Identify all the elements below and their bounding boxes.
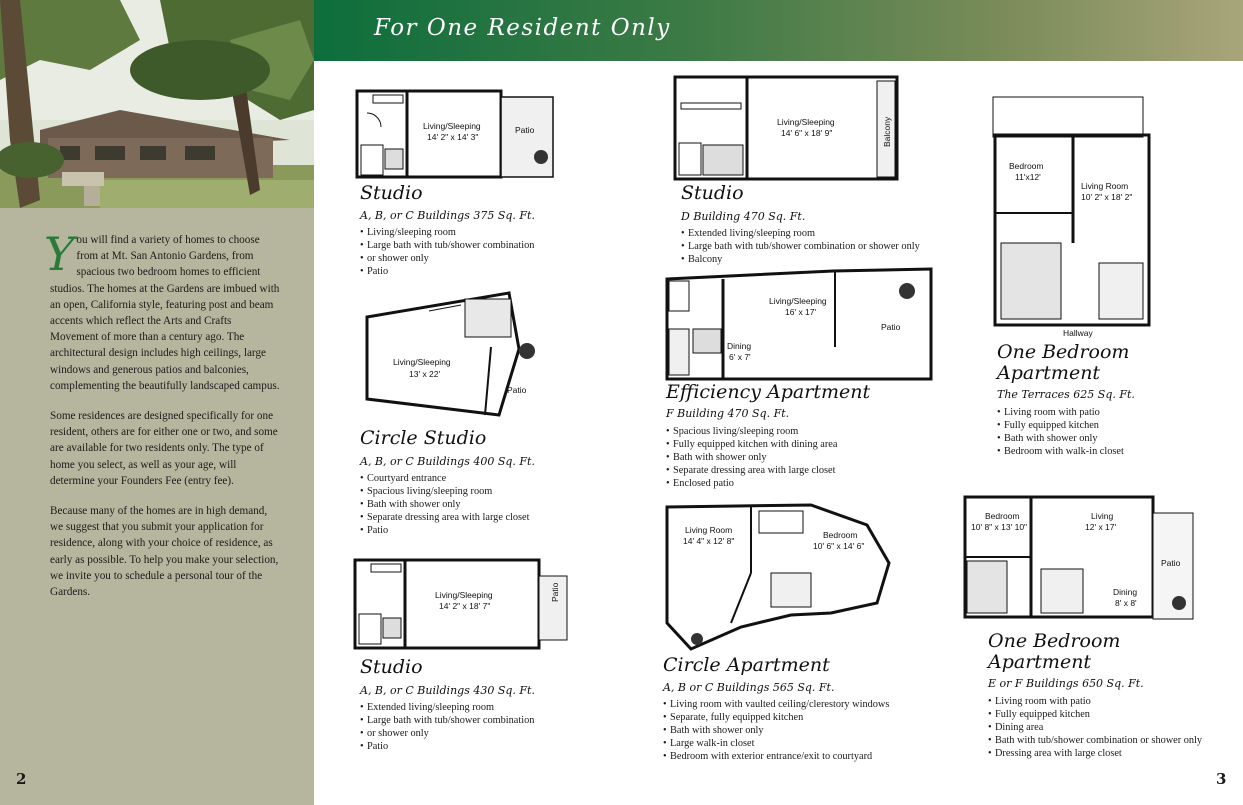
- unit-name: Efficiency Apartment: [666, 381, 871, 403]
- unit-name: Studio: [681, 182, 744, 204]
- room-label-living: Living Room: [685, 525, 733, 535]
- floor-plan-efficiency: [662, 266, 936, 384]
- feature-item: • Spacious living/sleeping room: [360, 485, 590, 498]
- room-label-patio: Patio: [507, 385, 527, 395]
- room-label-dining: Dining: [727, 341, 752, 351]
- feature-item: • or shower only: [360, 252, 590, 265]
- unit-name-line-1: One Bedroom: [997, 341, 1130, 363]
- room-label-living: Living/Sleeping: [393, 357, 451, 367]
- room-dimension-living: 14' 4" x 12' 8": [683, 536, 735, 546]
- room-dimension-living: 10' 2" x 18' 2": [1081, 192, 1133, 202]
- room-dimension-living: 13' x 22': [409, 369, 441, 379]
- feature-item: • Living room with patio: [988, 695, 1238, 708]
- feature-item: • Fully equipped kitchen with dining area: [666, 438, 936, 451]
- room-dimension-living: 14' 2" x 14' 3": [427, 132, 479, 142]
- intro-paragraph-3: Because many of the homes are in high demand, we suggest that you submit your application for residence, along with your choice of residence, as early as possible. To help you make your selection, we invite you to schedule a personal tour of the Gardens.: [50, 505, 279, 599]
- feature-list: [360, 701, 590, 753]
- room-dimension-living: 16' x 17': [785, 307, 817, 317]
- room-label-patio: Patio: [550, 582, 560, 602]
- unit-subtitle: A, B, or C Buildings 400 Sq. Ft.: [360, 455, 535, 468]
- unit-name-line-1: One Bedroom: [988, 630, 1121, 652]
- room-label-patio: Patio: [515, 125, 535, 135]
- feature-item: • Large walk-in closet: [663, 737, 933, 750]
- room-label-bedroom: Bedroom: [1009, 161, 1044, 171]
- feature-item: • Enclosed patio: [666, 477, 936, 490]
- floor-plan-one-bedroom-terraces: [988, 92, 1156, 342]
- room-label-bedroom: Bedroom: [985, 511, 1020, 521]
- feature-item: • Bedroom with exterior entrance/exit to courtyard: [663, 750, 933, 763]
- feature-item: • Patio: [360, 740, 590, 753]
- feature-list: [360, 226, 590, 278]
- unit-name: Circle Studio: [360, 427, 487, 449]
- title-banner: [314, 0, 1243, 61]
- feature-item: • Courtyard entrance: [360, 472, 590, 485]
- feature-item: • Living room with patio: [997, 406, 1227, 419]
- page-number-left: 2: [16, 770, 27, 788]
- room-dimension-dining: 8' x 8': [1115, 598, 1137, 608]
- unit-name: Circle Apartment: [663, 654, 830, 676]
- feature-item: • Separate, fully equipped kitchen: [663, 711, 933, 724]
- intro-text: [44, 227, 282, 614]
- drop-cap: Y: [44, 227, 75, 281]
- room-label-hallway: Hallway: [1063, 328, 1093, 338]
- floor-plan-studio-430: [350, 553, 574, 653]
- feature-item: • Bath with shower only: [663, 724, 933, 737]
- feature-list: [997, 406, 1227, 458]
- room-dimension-living: 14' 6" x 18' 9": [781, 128, 833, 138]
- room-label-living: Living/Sleeping: [435, 590, 493, 600]
- room-dimension-bedroom: 11'x12': [1015, 172, 1041, 182]
- feature-list: [988, 695, 1238, 760]
- feature-item: • or shower only: [360, 727, 590, 740]
- room-label-balcony: Balcony: [882, 116, 892, 147]
- feature-item: • Separate dressing area with large closet: [666, 464, 936, 477]
- floor-plan-studio-375: [352, 86, 559, 183]
- unit-name: Studio: [360, 182, 423, 204]
- room-dimension-living: 14' 2" x 18' 7": [439, 601, 491, 611]
- room-dimension-bedroom: 10' 6" x 14' 6": [813, 541, 865, 551]
- feature-item: • Bedroom with walk-in closet: [997, 445, 1227, 458]
- room-label-dining: Dining: [1113, 587, 1138, 597]
- feature-item: • Bath with tub/shower combination or shower only: [988, 734, 1238, 747]
- unit-subtitle: The Terraces 625 Sq. Ft.: [997, 388, 1135, 401]
- feature-item: • Patio: [360, 265, 590, 278]
- feature-item: • Bath with shower only: [360, 498, 590, 511]
- unit-subtitle: A, B or C Buildings 565 Sq. Ft.: [663, 681, 835, 694]
- feature-item: • Bath with shower only: [666, 451, 936, 464]
- feature-list: [663, 698, 933, 763]
- feature-item: • Living/sleeping room: [360, 226, 590, 239]
- room-label-living: Living: [1091, 511, 1114, 521]
- feature-item: • Patio: [360, 524, 590, 537]
- room-label-patio: Patio: [1161, 558, 1181, 568]
- banner-title: For One Resident Only: [374, 15, 671, 41]
- room-label-living: Living/Sleeping: [423, 121, 481, 131]
- intro-paragraph-2: Some residences are designed specifically for one resident, others are for either one or two, and some are available for two residents only. The type of home you select, as well as your age, will determine your Founders Fee (entry fee).: [50, 410, 278, 487]
- unit-subtitle: E or F Buildings 650 Sq. Ft.: [988, 677, 1144, 690]
- unit-subtitle: D Building 470 Sq. Ft.: [681, 210, 806, 223]
- feature-item: • Fully equipped kitchen: [988, 708, 1238, 721]
- intro-paragraph-1: ou will find a variety of homes to choose from at Mt. San Antonio Gardens, from spacious two bedroom homes to efficient studios. The homes at the Gardens are imbued with an open, California style, featuring post and beam accents which reflect the Arts and Crafts Movement of more than a century ago. The architectural design includes high ceilings, large windows and generous patios and balconies, complementing the beautifully landscaped campus.: [50, 234, 280, 392]
- feature-item: • Large bath with tub/shower combination or shower only: [681, 240, 951, 253]
- feature-list: [360, 472, 590, 537]
- room-dimension-living: 12' x 17': [1085, 522, 1117, 532]
- room-dimension-dining: 6' x 7': [729, 352, 751, 362]
- room-label-bedroom: Bedroom: [823, 530, 858, 540]
- feature-item: • Bath with shower only: [997, 432, 1227, 445]
- feature-item: • Large bath with tub/shower combination: [360, 714, 590, 727]
- unit-subtitle: A, B, or C Buildings 375 Sq. Ft.: [360, 209, 535, 222]
- unit-name-line-2: Apartment: [988, 651, 1092, 673]
- room-label-living: Living/Sleeping: [769, 296, 827, 306]
- feature-item: • Fully equipped kitchen: [997, 419, 1227, 432]
- feature-item: • Balcony: [681, 253, 951, 266]
- unit-subtitle: F Building 470 Sq. Ft.: [666, 407, 790, 420]
- feature-item: • Dining area: [988, 721, 1238, 734]
- feature-item: • Extended living/sleeping room: [360, 701, 590, 714]
- unit-name-line-2: Apartment: [997, 362, 1101, 384]
- floor-plan-circle-apartment: [660, 502, 894, 654]
- room-dimension-bedroom: 10' 8" x 13' 10": [971, 522, 1028, 532]
- feature-item: • Spacious living/sleeping room: [666, 425, 936, 438]
- room-label-living: Living/Sleeping: [777, 117, 835, 127]
- feature-item: • Separate dressing area with large closet: [360, 511, 590, 524]
- unit-subtitle: A, B, or C Buildings 430 Sq. Ft.: [360, 684, 535, 697]
- room-label-living: Living Room: [1081, 181, 1129, 191]
- page-number-right: 3: [1216, 770, 1227, 788]
- feature-list: [666, 425, 936, 490]
- floor-plan-circle-studio: [358, 288, 548, 422]
- unit-name: Studio: [360, 656, 423, 678]
- room-label-patio: Patio: [881, 322, 901, 332]
- feature-item: • Extended living/sleeping room: [681, 227, 951, 240]
- campus-photo: [0, 0, 314, 208]
- feature-item: • Dressing area with large closet: [988, 747, 1238, 760]
- feature-item: • Living room with vaulted ceiling/clerestory windows: [663, 698, 933, 711]
- floor-plan-one-bedroom-ef: [960, 492, 1198, 624]
- floor-plan-studio-470: [670, 72, 904, 184]
- feature-item: • Large bath with tub/shower combination: [360, 239, 590, 252]
- feature-list: [681, 227, 951, 266]
